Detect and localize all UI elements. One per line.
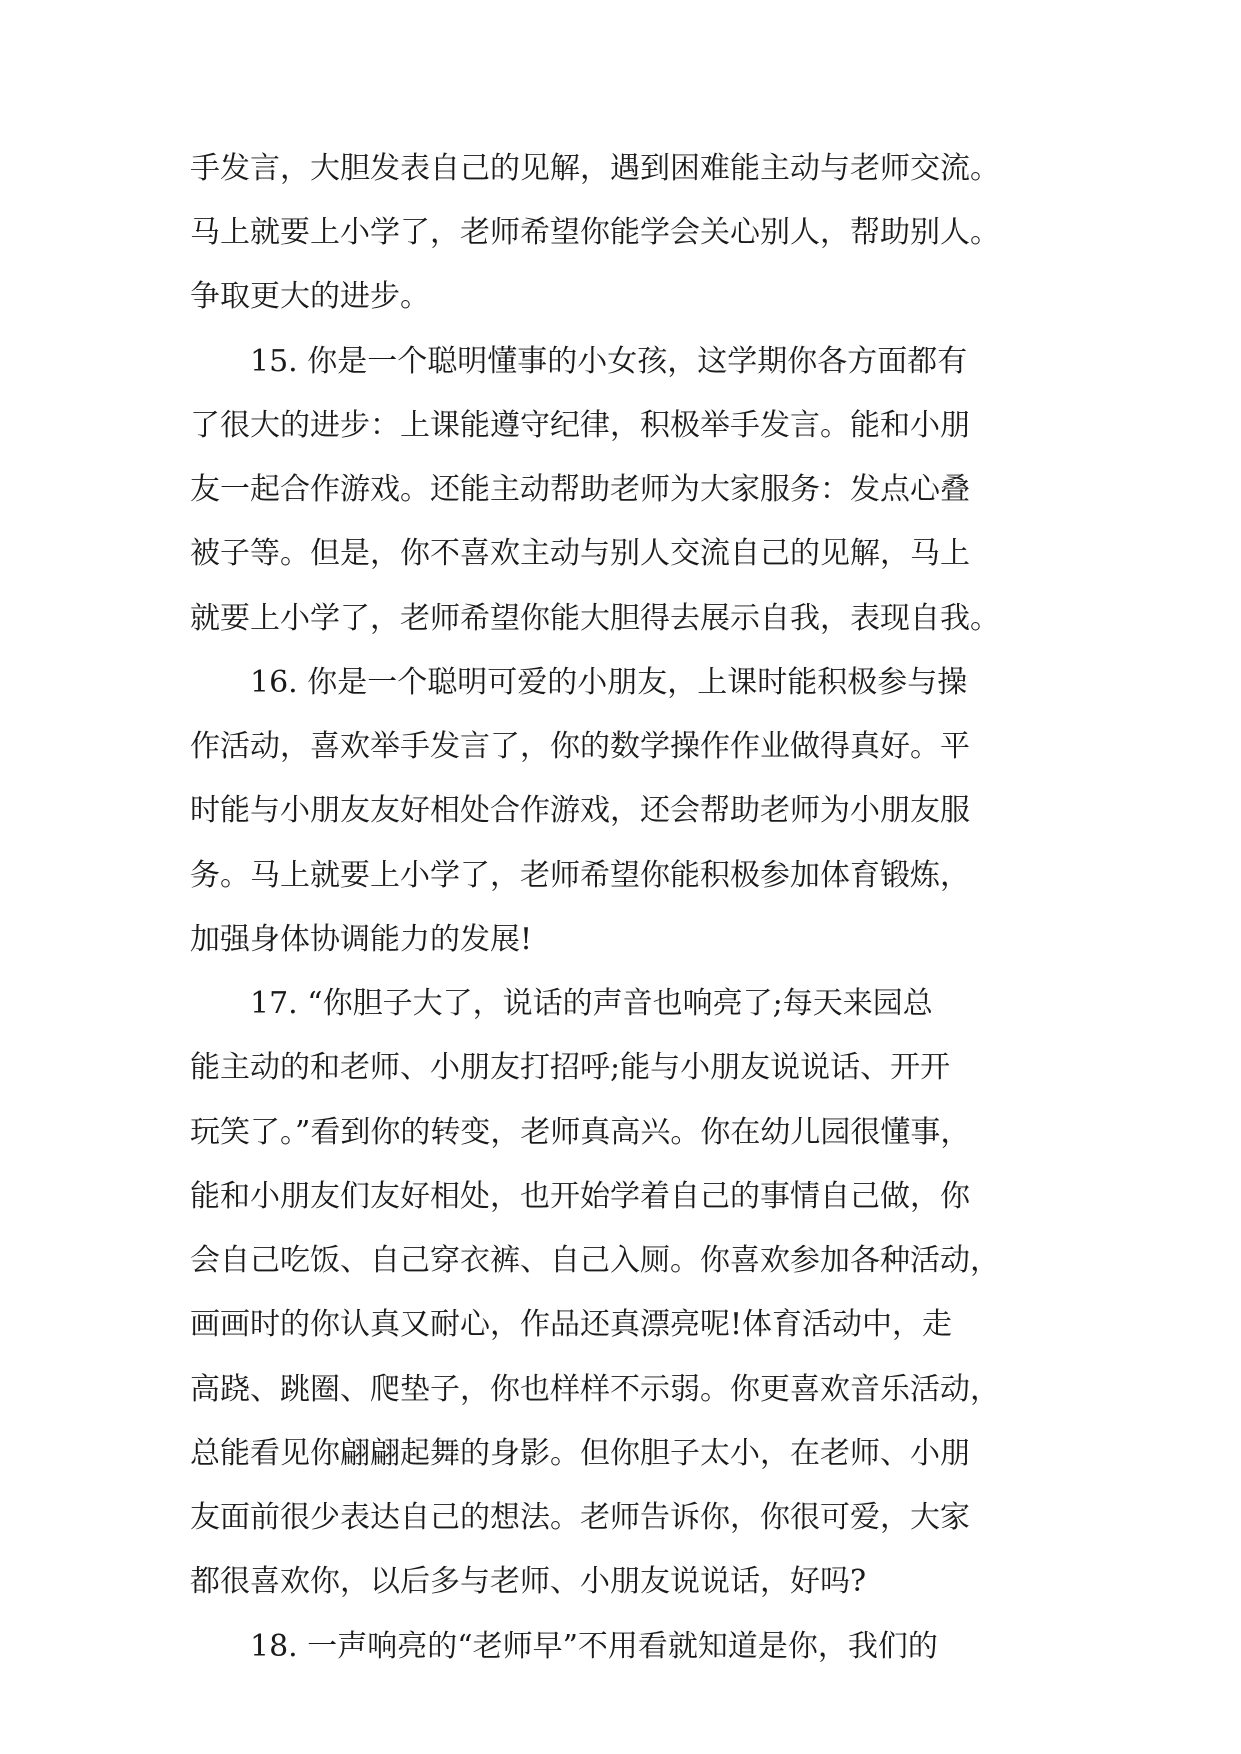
text-line: 总能看见你翩翩起舞的身影。但你胆子太小，在老师、小朋 <box>190 1436 970 1471</box>
text-line: 画画时的你认真又耐心，作品还真漂亮呢!体育活动中，走 <box>190 1307 953 1342</box>
text-line: 作活动，喜欢举手发言了，你的数学操作作业做得真好。平 <box>190 729 970 764</box>
text-line: 玩笑了。”看到你的转变，老师真高兴。你在幼儿园很懂事， <box>190 1115 971 1150</box>
text-line: 了很大的进步：上课能遵守纪律，积极举手发言。能和小朋 <box>190 408 970 443</box>
text-line: 友一起合作游戏。还能主动帮助老师为大家服务：发点心叠 <box>190 472 970 507</box>
text-line: 就要上小学了，老师希望你能大胆得去展示自我，表现自我。 <box>190 601 1000 636</box>
text-line: 友面前很少表达自己的想法。老师告诉你，你很可爱，大家 <box>190 1500 970 1535</box>
text-line: 马上就要上小学了，老师希望你能学会关心别人，帮助别人。 <box>190 215 1000 250</box>
text-line: 手发言，大胆发表自己的见解，遇到困难能主动与老师交流。 <box>190 151 1000 186</box>
text-line: 务。马上就要上小学了，老师希望你能积极参加体育锻炼， <box>190 858 970 893</box>
text-line: 能和小朋友们友好相处，也开始学着自己的事情自己做，你 <box>190 1179 970 1214</box>
text-line: 被子等。但是，你不喜欢主动与别人交流自己的见解，马上 <box>190 536 970 571</box>
text-line: 18. 一声响亮的“老师早”不用看就知道是你，我们的 <box>250 1629 938 1664</box>
text-line: 争取更大的进步。 <box>190 279 430 314</box>
text-line: 15. 你是一个聪明懂事的小女孩，这学期你各方面都有 <box>250 344 968 379</box>
text-line: 加强身体协调能力的发展! <box>190 922 533 957</box>
text-line: 高跷、跳圈、爬垫子，你也样样不示弱。你更喜欢音乐活动， <box>190 1372 1000 1407</box>
text-line: 时能与小朋友友好相处合作游戏，还会帮助老师为小朋友服 <box>190 793 970 828</box>
text-line: 都很喜欢你，以后多与老师、小朋友说说话，好吗? <box>190 1564 867 1599</box>
text-line: 17. “你胆子大了，说话的声音也响亮了;每天来园总 <box>250 986 933 1021</box>
text-line: 能主动的和老师、小朋友打招呼;能与小朋友说说话、开开 <box>190 1050 951 1085</box>
text-line: 16. 你是一个聪明可爱的小朋友，上课时能积极参与操 <box>250 665 968 700</box>
text-line: 会自己吃饭、自己穿衣裤、自己入厕。你喜欢参加各种活动， <box>190 1243 1000 1278</box>
